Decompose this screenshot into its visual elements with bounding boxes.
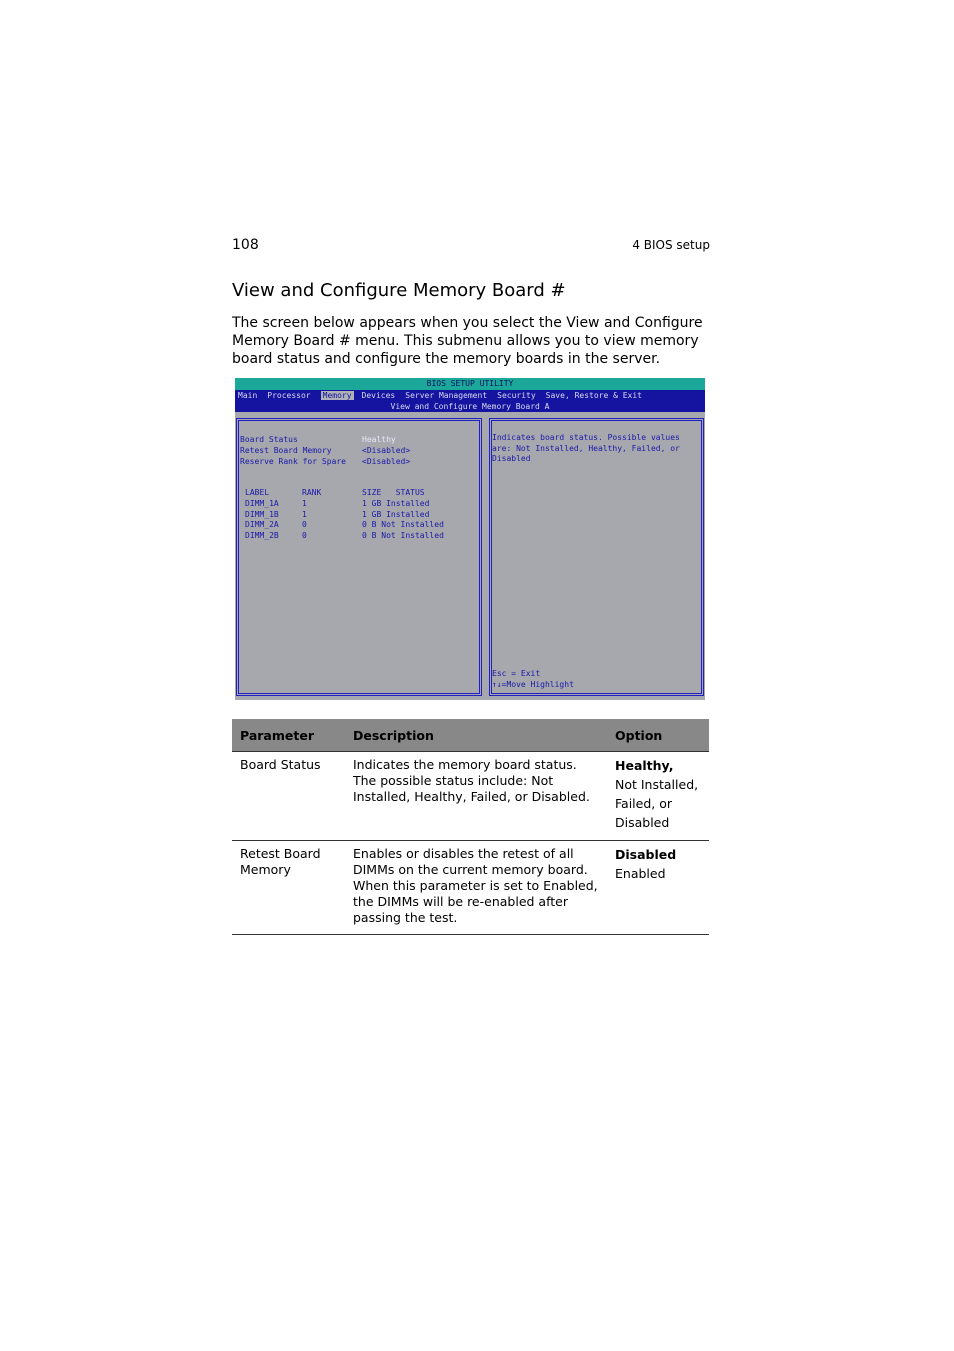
- cell-option: [607, 841, 709, 935]
- bios-settings-pane: [236, 418, 482, 696]
- col-header-option: Option: [607, 719, 709, 752]
- bios-menu-save-restore-exit[interactable]: Save, Restore & Exit: [545, 391, 642, 400]
- bios-help-text: Indicates board status. Possible values are: Not Installed, Healthy, Failed, or Disabled: [492, 433, 680, 463]
- setting-label-retest[interactable]: Retest Board Memory: [240, 446, 332, 455]
- dimm-status: 1 GB Installed: [362, 499, 430, 508]
- section-title: View and Configure Memory Board #: [232, 280, 566, 301]
- option-values: Not Installed, Failed, or Disabled: [615, 777, 699, 830]
- table-header-row: [232, 719, 709, 752]
- setting-label-reserve-rank[interactable]: Reserve Rank for Spare: [240, 457, 346, 466]
- dimm-status: 0 B Not Installed: [362, 520, 444, 529]
- dimm-rank: 1: [302, 510, 307, 519]
- parameter-table: [232, 719, 709, 935]
- dimm-header-label: LABEL: [245, 488, 270, 497]
- col-header-parameter: Parameter: [232, 719, 345, 752]
- dimm-header-size-status: SIZE STATUS: [362, 488, 425, 497]
- option-default: Disabled: [615, 847, 677, 862]
- cell-parameter: Board Status: [232, 752, 345, 841]
- bios-menu-devices[interactable]: Devices: [361, 391, 396, 400]
- intro-paragraph: The screen below appears when you select the View and Configure Memory Board # menu. This submenu allows you to view memory board status and configure the memory boards in the server.: [232, 315, 703, 367]
- bios-menu: [238, 391, 652, 402]
- bios-screenshot: [235, 378, 705, 700]
- bios-help-pane: [489, 418, 704, 696]
- setting-value-reserve-rank[interactable]: <Disabled>: [362, 457, 411, 466]
- cell-parameter: Retest Board Memory: [232, 841, 345, 935]
- bios-subtitle: View and Configure Memory Board A: [390, 402, 550, 411]
- cell-description: Enables or disables the retest of all DIMMs on the current memory board. When this parameter is set to Enabled, the DIMMs will be re-enabled after passing the test.: [345, 841, 607, 935]
- bios-key-legend: [492, 669, 574, 690]
- page-number: 108: [232, 237, 259, 253]
- bios-menu-security[interactable]: Security: [497, 391, 536, 400]
- table-row: [232, 841, 709, 935]
- setting-value-retest[interactable]: <Disabled>: [362, 446, 411, 455]
- dimm-rank: 0: [302, 520, 307, 529]
- dimm-label: DIMM_2B: [245, 531, 279, 540]
- dimm-label: DIMM_1B: [245, 510, 279, 519]
- dimm-rank: 1: [302, 499, 307, 508]
- table-row: [232, 752, 709, 841]
- setting-label-board-status[interactable]: Board Status: [240, 435, 298, 444]
- running-header: 4 BIOS setup: [632, 238, 710, 252]
- dimm-label: DIMM_1A: [245, 499, 279, 508]
- bios-menu-bar: [235, 390, 705, 412]
- dimm-label: DIMM_2A: [245, 520, 279, 529]
- dimm-status: 1 GB Installed: [362, 510, 430, 519]
- bios-menu-main[interactable]: Main: [238, 391, 258, 400]
- cell-option: [607, 752, 709, 841]
- option-default: Healthy,: [615, 758, 674, 773]
- dimm-rank: 0: [302, 531, 307, 540]
- bios-menu-processor[interactable]: Processor: [267, 391, 311, 400]
- dimm-header-rank: RANK: [302, 488, 322, 497]
- bios-menu-memory[interactable]: Memory: [322, 391, 352, 400]
- key-hint-move: ↑↓=Move Highlight: [492, 679, 574, 689]
- col-header-description: Description: [345, 719, 607, 752]
- key-hint-exit: Esc = Exit: [492, 669, 541, 678]
- bios-menu-server-management[interactable]: Server Management: [405, 391, 488, 400]
- dimm-status: 0 B Not Installed: [362, 531, 444, 540]
- setting-value-board-status[interactable]: Healthy: [362, 435, 396, 444]
- cell-description: Indicates the memory board status. The possible status include: Not Installed, Healthy, Failed, or Disabled.: [345, 752, 607, 841]
- bios-title-bar: BIOS SETUP UTILITY: [235, 378, 705, 390]
- option-values: Enabled: [615, 866, 666, 881]
